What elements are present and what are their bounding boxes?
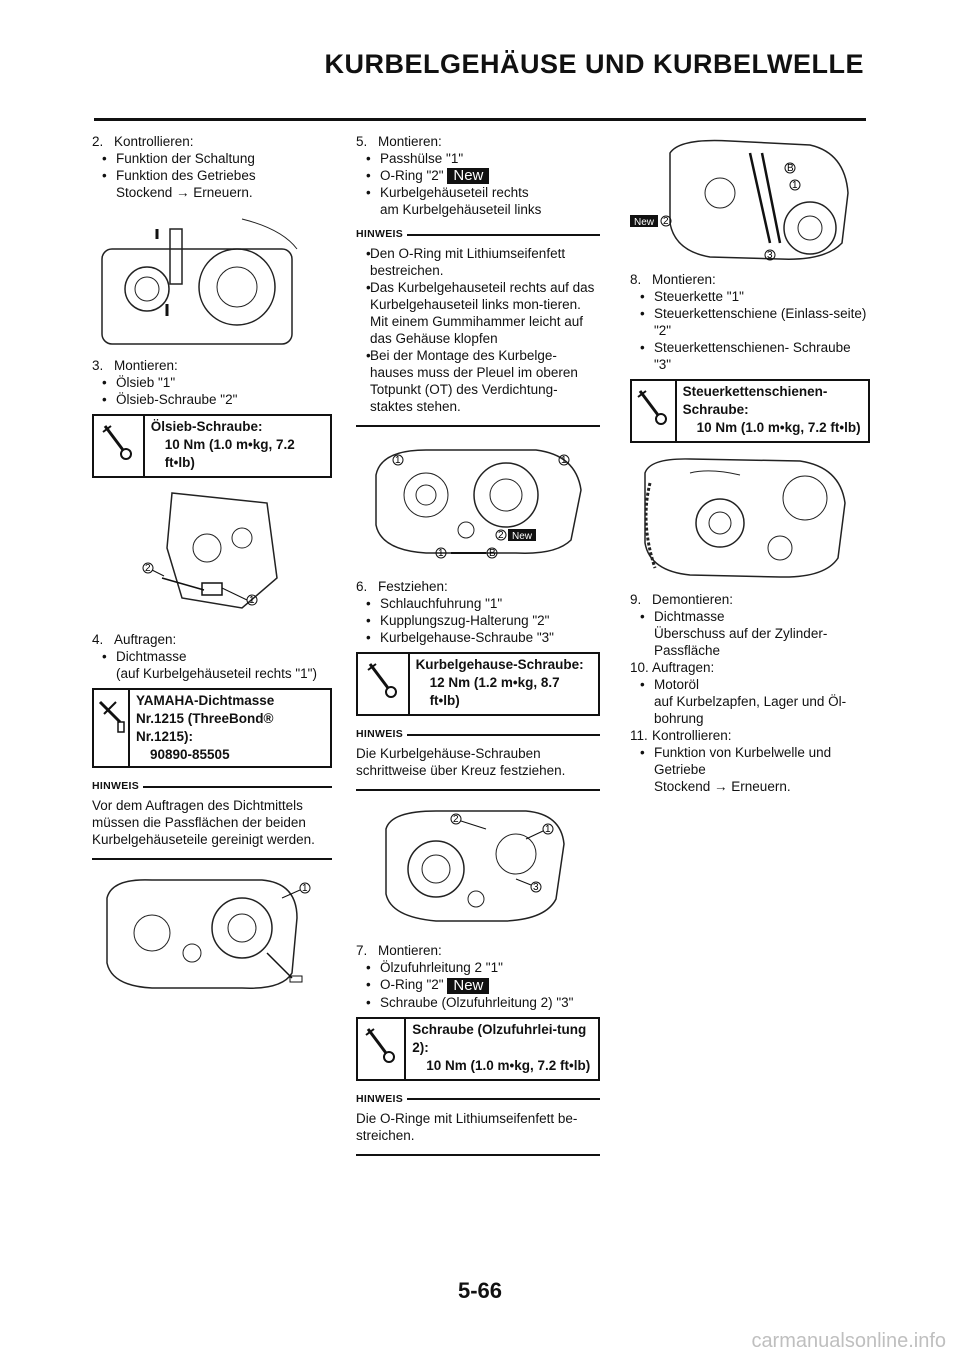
column-left [92,133,332,1006]
step-number: 8. [630,272,642,287]
callout-1: 1 [792,180,798,191]
new-badge: New [447,978,489,994]
bullet: • Funktion des Getriebes [92,167,332,184]
step-6 [356,578,600,646]
column-middle [356,133,600,1156]
hinweis-text: Vor dem Auftragen des Dichtmittels müssen die Passflächen der beiden Kurbelgehäuseteile gereinigt werden. [92,798,315,847]
bullet: • Steuerkette "1" [630,288,870,305]
step-11 [630,727,870,795]
step-title: Montieren: [378,134,442,149]
step-title: Kontrollieren: [652,728,732,743]
step-3 [92,357,332,408]
callout-2: 2 [453,814,459,826]
torque-spec-steuerkette [630,379,870,443]
hinweis-note-4 [356,1091,600,1156]
hinweis-note-1 [92,778,332,860]
step-title: Kontrollieren: [114,134,194,149]
lithium-grease-b-icon: B [489,548,496,560]
header-rule [94,118,866,121]
step-title: Festziehen: [378,579,448,595]
spec-name: YAMAHA-Dichtmasse Nr.1215 (ThreeBond® Nr.1215): [136,693,275,744]
step-title: Montieren: [114,358,178,373]
step-sub: auf Kurbelzapfen, Lager und Öl-bohrung [654,694,847,726]
watermark: carmanualsonline.info [751,1330,946,1352]
bullet: • O-Ring "2" New [356,976,600,993]
bullet: • Steuerkettenschiene (Einlass-seite) "2" [630,305,870,339]
bullet: • Funktion von Kurbelwelle und Getriebe [630,744,870,778]
new-label: New [512,531,533,543]
callout-1: 1 [395,455,401,467]
crankcase-bolts-illustration [356,799,591,934]
torque-spec-kurbelgehause [356,652,600,716]
bullet: • Steuerkettenschienen- Schraube "3" [630,339,870,373]
spec-name: Steuerkettenschienen-Schraube: [682,384,828,417]
hinweis-label: HINWEIS [356,228,404,241]
crankcase-assembly-illustration [356,435,591,570]
step-number: 2. [92,134,104,149]
step-number: 10. [630,660,649,675]
spec-name: Schraube (Olzufuhrlei-tung 2): [412,1021,587,1055]
sealant-tube-icon [94,690,130,766]
new-badge: New [447,168,489,184]
bullet: • Das Kurbelgehauseteil rechts auf das Kurbelgehauseteil links mon-tieren. Mit einem Gummihammer leicht auf das Gehäuse klopfen [356,279,600,347]
page-number: 5-66 [457,1278,503,1303]
step-sub: Stockend → Erneuern. [116,185,253,200]
step-sub: Stockend → Erneuern. [654,779,791,794]
bullet: • Motoröl [630,676,870,693]
step-sub: Überschuss auf der Zylinder-Passfläche [654,626,828,658]
step-8 [630,271,870,373]
lithium-grease-b-icon: B [787,163,794,174]
step-title: Auftragen: [114,632,177,647]
callout-1: 1 [561,455,567,467]
bullet: • Kurbelgehäuseteil rechts [356,184,600,201]
hinweis-label: HINWEIS [356,728,404,741]
callout-2: 2 [498,530,504,542]
step-number: 4. [92,632,104,647]
bullet: • Funktion der Schaltung [92,150,332,167]
bullet: • Schraube (Olzufuhrleitung 2) "3" [356,994,600,1011]
step-title: Montieren: [378,943,442,959]
new-label: New [634,217,655,228]
torque-wrench-icon [358,1019,406,1079]
step-number: 6. [356,579,368,595]
step-number: 9. [630,592,642,607]
spec-value: 10 Nm (1.0 m•kg, 7.2 ft•lb) [426,1057,591,1073]
callout-2: 2 [145,563,151,574]
callout-3: 3 [767,250,773,261]
bullet: • Kurbelgehause-Schraube "3" [356,629,600,646]
bullet: • Passhülse "1" [356,150,600,167]
step-2 [92,133,332,201]
spec-name: Kurbelgehause-Schraube: [415,657,584,673]
bullet: • O-Ring "2" New [356,167,600,184]
page-header-title: KURBELGEHÄUSE UND KURBELWELLE [324,49,864,79]
figure-cylinder-face [630,453,870,583]
callout-3: 3 [533,882,539,894]
crankcase-sealant-illustration [92,868,317,998]
spec-name: Ölsieb-Schraube: [150,419,263,434]
spec-value: 10 Nm (1.0 m•kg, 7.2 ft•lb) [164,437,295,470]
spec-value: 12 Nm (1.2 m•kg, 8.7 ft•lb) [429,675,560,709]
step-sub: am Kurbelgehäuseteil links [380,202,542,218]
step-title: Demontieren: [652,592,734,607]
torque-wrench-icon [358,654,410,714]
callout-1: 1 [302,883,308,894]
hinweis-label: HINWEIS [356,1092,404,1105]
hinweis-note-3 [356,726,600,791]
step-title: Montieren: [652,272,716,287]
step-9 [630,591,870,659]
torque-spec-olzufuhr [356,1017,600,1081]
figure-sealant [92,868,332,998]
step-5 [356,133,600,218]
callout-2: 2 [663,216,669,227]
bullet: • Ölsieb-Schraube "2" [92,391,332,408]
bullet: • Dichtmasse [92,648,332,665]
hinweis-note-2 [356,226,600,427]
sealant-spec [92,688,332,768]
torque-wrench-icon [632,381,677,441]
spec-value: 10 Nm (1.0 m•kg, 7.2 ft•lb) [696,420,861,435]
column-right [630,133,870,795]
step-7 [356,942,600,1010]
step-number: 7. [356,943,368,959]
callout-1: 1 [545,824,551,836]
bullet: • Den O-Ring mit Lithiumseifenfett bestreichen. [356,245,600,279]
bullet: • Kupplungszug-Halterung "2" [356,612,600,629]
step-10 [630,659,870,727]
torque-wrench-icon [94,416,145,476]
oil-strainer-illustration [92,488,312,623]
figure-shift-check [92,209,332,349]
figure-dowel-oring [356,435,600,570]
step-4 [92,631,332,682]
bullet: • Ölzufuhrleitung 2 "1" [356,959,600,976]
torque-spec-oelsieb [92,414,332,478]
spec-value: 90890-85505 [150,747,230,762]
bullet: • Schlauchfuhrung "1" [356,595,600,612]
callout-1: 1 [438,548,444,560]
engine-illustration [92,209,302,349]
step-number: 5. [356,134,368,149]
cam-chain-illustration [630,133,855,263]
step-number: 11. [630,728,648,743]
hinweis-text: Die Kurbelgehäuse-Schrauben schrittweise über Kreuz festziehen. [356,746,566,779]
figure-oil-strainer [92,488,332,623]
hinweis-text: Die O-Ringe mit Lithiumseifenfett be-streichen. [356,1110,578,1143]
step-sub: (auf Kurbelgehäuseteil rechts "1") [116,666,317,681]
step-number: 3. [92,358,104,373]
bullet: • Dichtmasse [630,608,870,625]
callout-1: 1 [249,595,255,606]
figure-cam-chain [630,133,870,263]
figure-crankcase-bolts [356,799,600,934]
bullet: • Ölsieb "1" [92,374,332,391]
bullet: • Bei der Montage des Kurbelge-hauses muss der Pleuel im oberen Totpunkt (OT) des Verdichtung-staktes stehen. [356,347,600,415]
step-title: Auftragen: [652,660,715,675]
hinweis-label: HINWEIS [92,780,140,792]
crankcase-top-illustration [630,453,855,583]
